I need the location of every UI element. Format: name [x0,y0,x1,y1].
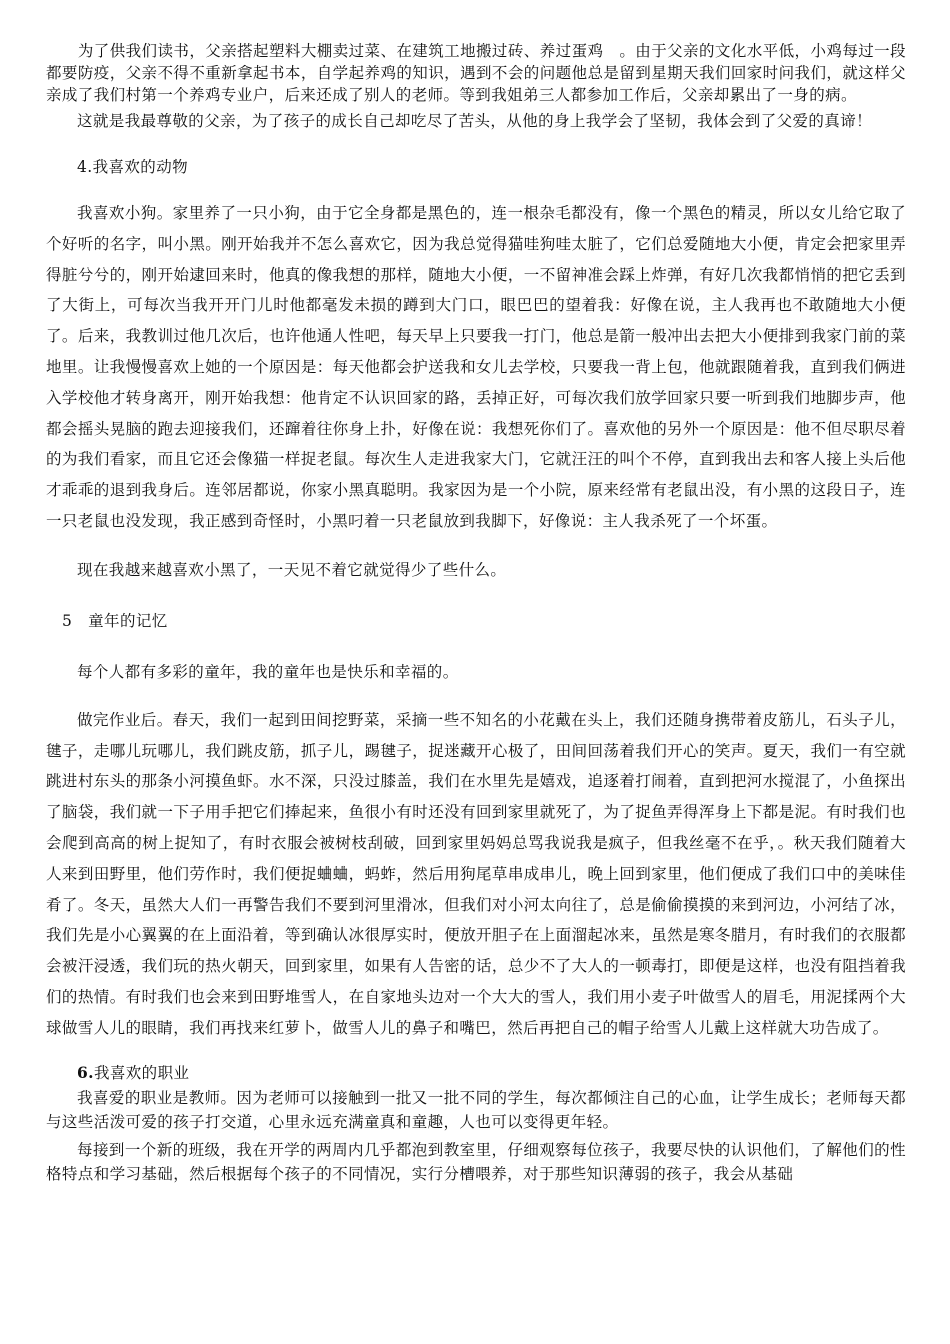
paragraph-job-intro: 我喜爱的职业是教师。因为老师可以接触到一批又一批不同的学生，每次都倾注自己的心血，让学生成长；老师每天都与这些活泼可爱的孩子打交道，心里永远充满童真和童趣，人也可以变得更年轻。 [46,1088,906,1131]
heading-favorite-animal: 4.我喜欢的动物 [77,158,188,176]
heading-childhood-memory: 5 童年的记忆 [62,611,168,630]
paragraph-childhood-body: 做完作业后。春天，我们一起到田间挖野菜，采摘一些不知名的小花戴在头上，我们还随身携带着皮筋儿，石头子儿，毽子，走哪儿玩哪儿，我们跳皮筋，抓子儿，踢毽子，捉迷藏开心极了，田间回荡着我们开心的笑声。夏天，我们一有空就跳进村东头的那条小河摸鱼虾。水不深，只没过膝盖，我们在水里先是嬉戏，追逐着打闹着，直到把河水搅混了，小鱼探出了脑袋，我们就一下子用手把它们捧起来，鱼很小有时还没有回到家里就死了，为了捉鱼弄得浑身上下都是泥。有时我们也会爬到高高的树上捉知了，有时衣服会被树枝刮破，回到家里妈妈总骂我说我是疯子，但我丝毫不在乎，。秋天我们随着大人来到田野里，他们劳作时，我们便捉蛐蛐，蚂蚱，然后用狗尾草串成串儿，晚上回到家里，他们便成了我们口中的美味佳肴了。冬天，虽然大人们一再警告我们不要到河里滑冰，但我们对小河太向往了，总是偷偷摸摸的来到河边，小河结了冰，我们先是小心翼翼的在上面沿着，等到确认冰很厚实时，便放开胆子在上面溜起冰来，虽然是寒冬腊月，有时我们的衣服都会被汗浸透，我们玩的热火朝天，回到家里，如果有人告密的话，总少不了大人的一顿毒打，即便是这样，也没有阻挡着我们的热情。有时我们也会来到田野堆雪人，在自家地头边对一个大大的雪人，我们用小麦子叶做雪人的眉毛，用泥揉两个大球做雪人儿的眼睛，我们再找来红萝卜，做雪人儿的鼻子和嘴巴，然后再把自己的帽子给雪人儿戴上这样就大功告成了。 [46,710,906,1037]
paragraph-father-respect: 这就是我最尊敬的父亲，为了孩子的成长自己却吃尽了苦头，从他的身上我学会了坚韧，我体会到了父爱的真谛！ [77,112,873,130]
document-page [46,40,906,1186]
paragraph-animal-body: 我喜欢小狗。家里养了一只小狗，由于它全身都是黑色的，连一根杂毛都没有，像一个黑色的精灵，所以女儿给它取了个好听的名字，叫小黑。刚开始我并不怎么喜欢它，因为我总觉得猫哇狗哇太脏了，它们总爱随地大小便，肯定会把家里弄得脏兮兮的，刚开始逮回来时，他真的像我想的那样，随地大小便，一不留神准会踩上炸弹，有好几次我都悄悄的把它丢到了大街上，可每次当我开开门儿时他都毫发未损的蹲到大门口，眼巴巴的望着我：好像在说，主人我再也不敢随地大小便了。后来，我教训过他几次后，也许他通人性吧，每天早上只要我一打门，他总是箭一般冲出去把大小便排到我家门前的菜地里。让我慢慢喜欢上她的一个原因是：每天他都会护送我和女儿去学校，只要我一背上包，他就跟随着我，直到我们俩进入学校他才转身离开，刚开始我想：他肯定不认识回家的路，丢掉正好，可每次我们放学回家只要一听到我们地脚步声，他都会摇头晃脑的跑去迎接我们，还蹿着往你身上扑，好像在说：我想死你们了。喜欢他的另外一个原因是：他不但尽职尽着的为我们看家，而且它还会像猫一样捉老鼠。每次生人走进我家大门，它就汪汪的叫个不停，直到我出去和客人接上头后他才乖乖的退到我身后。连邻居都说，你家小黑真聪明。我家因为是一个小院，原来经常有老鼠出没，有小黑的这段日子，连一只老鼠也没发现，我正感到奇怪时，小黑叼着一只老鼠放到我脚下，好像说：主人我杀死了一个坏蛋。 [46,204,906,530]
paragraph-job-body: 每接到一个新的班级，我在开学的两周内几乎都泡到教室里，仔细观察每位孩子，我要尽快的认识他们，了解他们的性格特点和学习基础，然后根据每个孩子的不同情况，实行分槽喂养，对于那些知识薄弱的孩子，我会从基础 [46,1140,906,1183]
paragraph-animal-end: 现在我越来越喜欢小黑了，一天见不着它就觉得少了些什么。 [77,560,507,579]
paragraph-father-work: 为了供我们读书，父亲搭起塑料大棚卖过菜、在建筑工地搬过砖、养过蛋鸡 。由于父亲的文化水平低，小鸡每过一段都要防疫，父亲不得不重新拿起书本，自学起养鸡的知识，遇到不会的问题他总是留到星期天我们回家时问我们，就这样父亲成了我们村第一个养鸡专业户，后来还成了别人的老师。等到我姐弟三人都参加工作后，父亲却累出了一身的病。 [46,42,906,104]
heading-number: 6. [77,1062,94,1082]
heading-text: 我喜欢的职业 [93,1063,190,1082]
heading-favorite-job [46,1062,906,1084]
paragraph-childhood-intro: 每个人都有多彩的童年，我的童年也是快乐和幸福的。 [77,662,459,681]
